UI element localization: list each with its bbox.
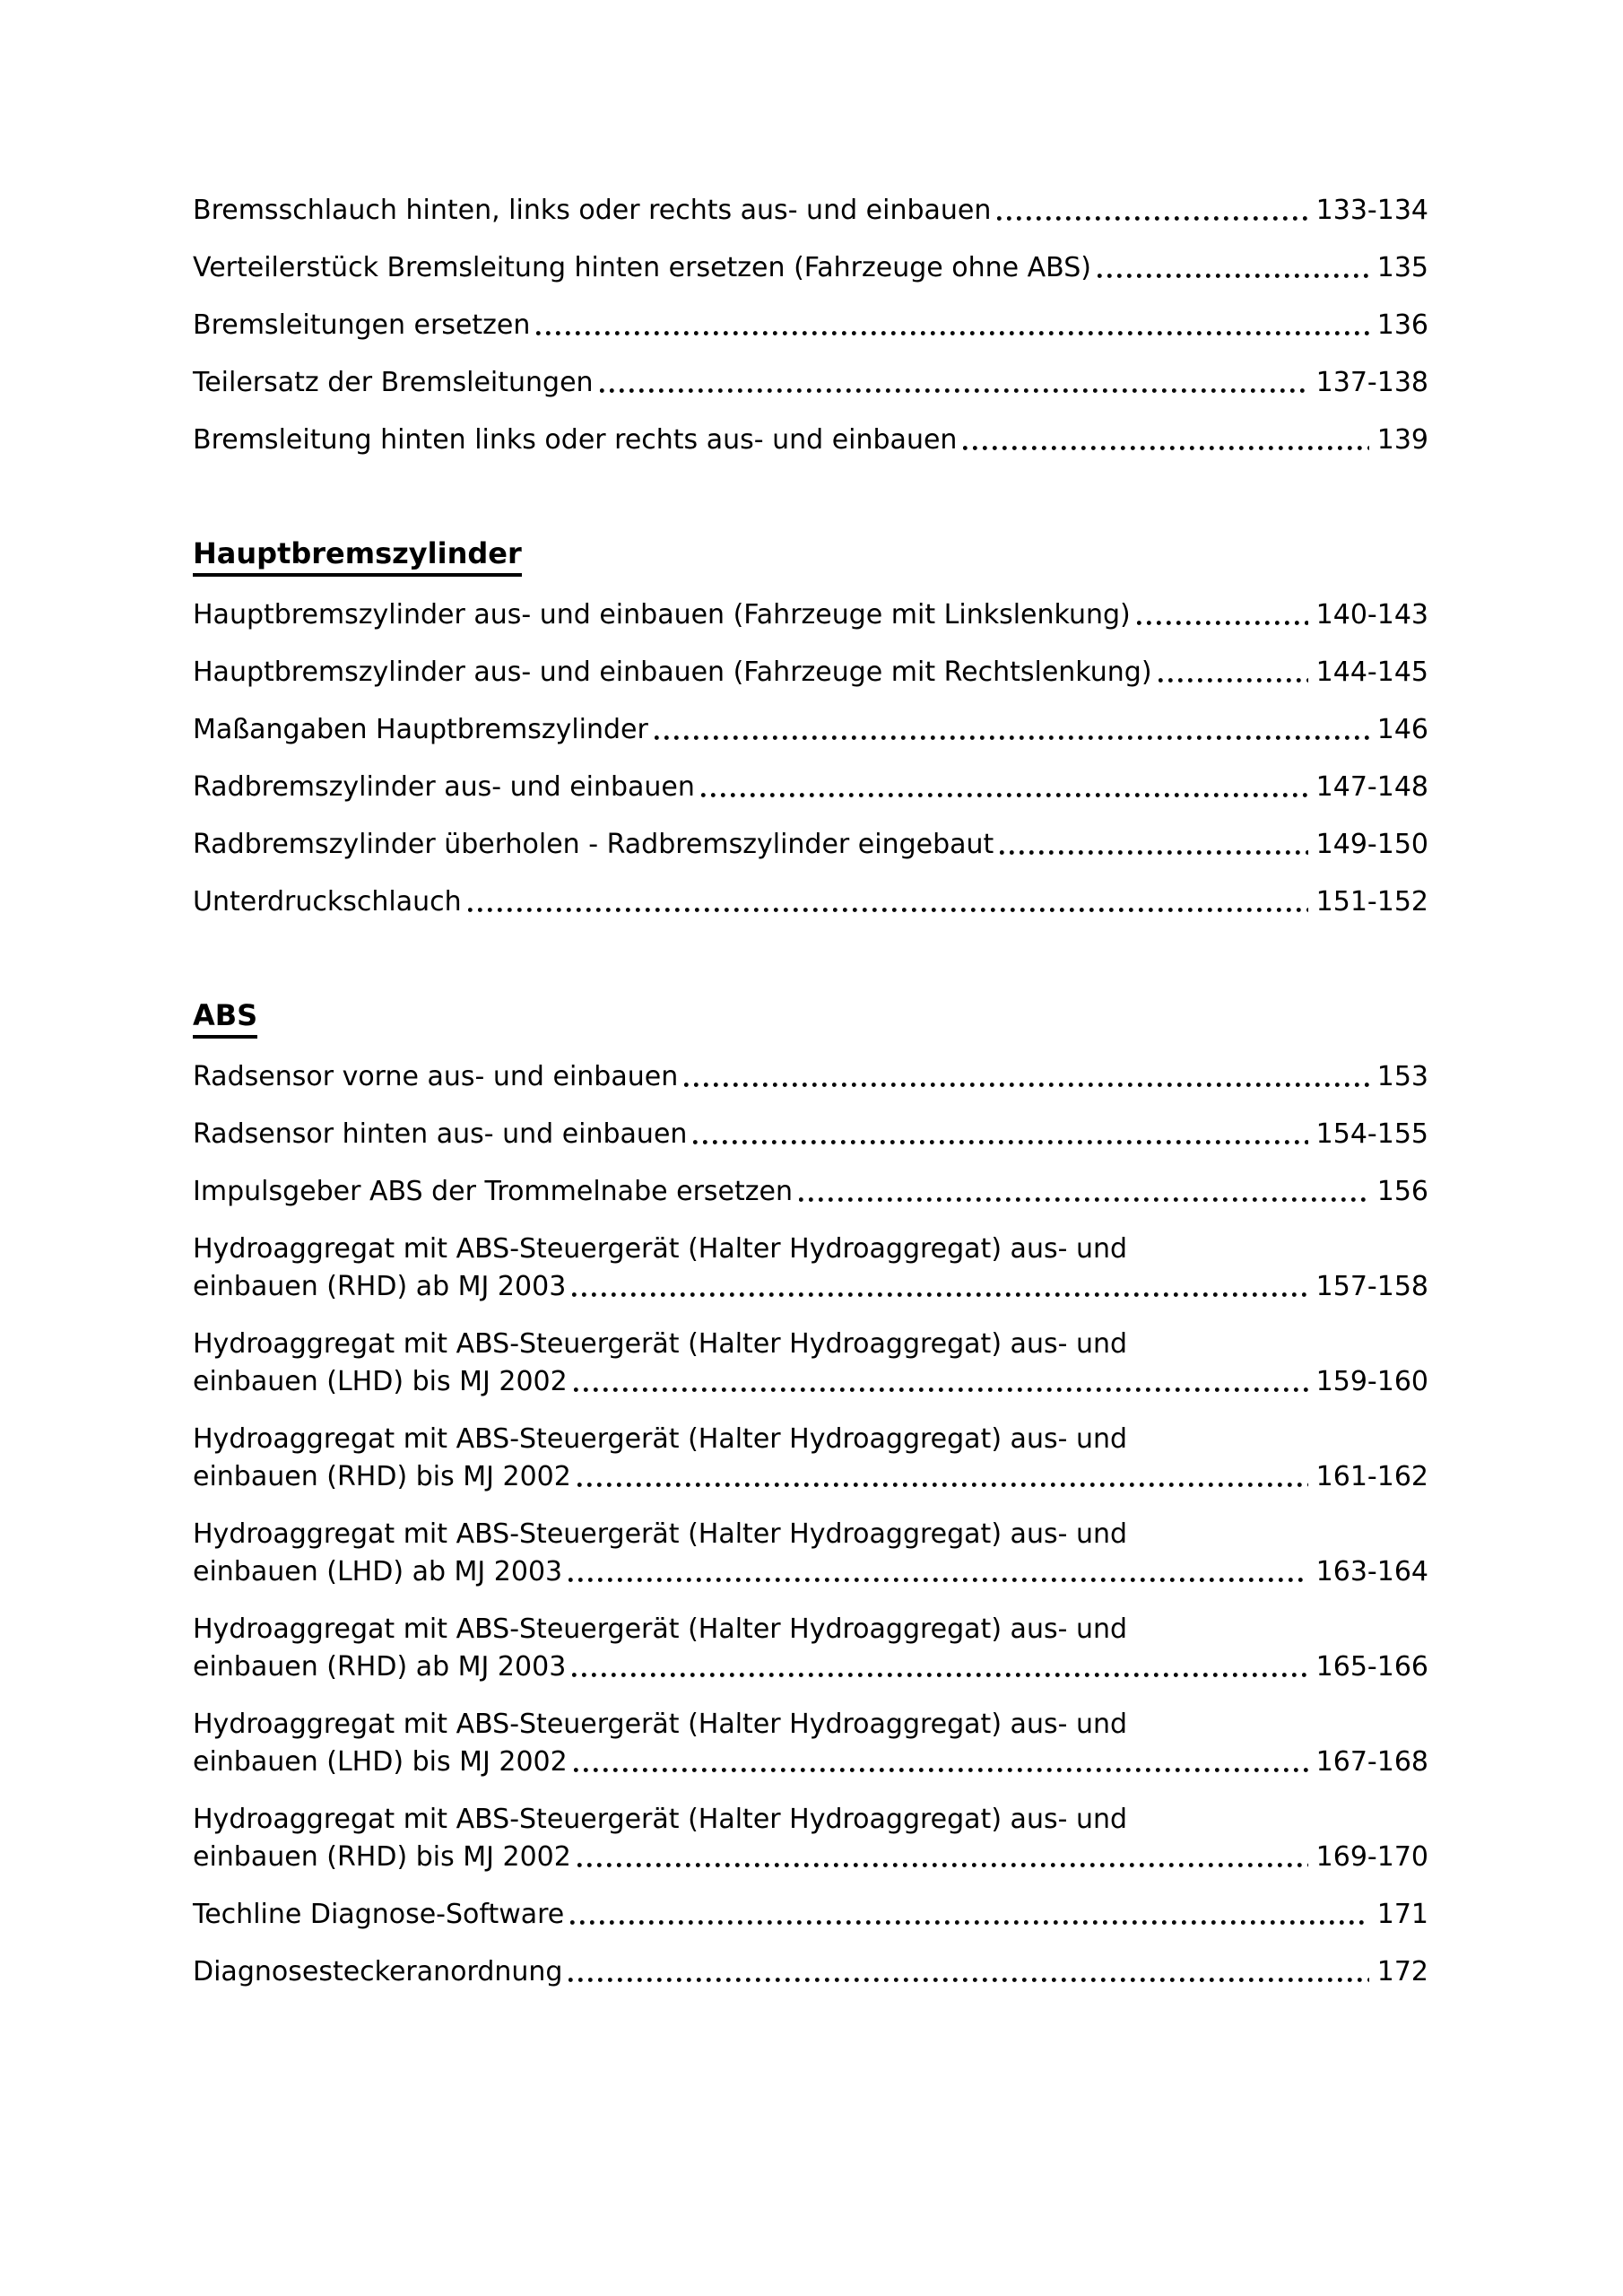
toc-entry-text: Bremsleitung hinten links oder rechts aus- und einbauen bbox=[193, 424, 958, 456]
toc-entry-pages: 161-162 bbox=[1315, 1461, 1428, 1492]
dot-leader bbox=[574, 1387, 1308, 1392]
toc-entry-text: einbauen (LHD) bis MJ 2002 bbox=[193, 1746, 568, 1778]
toc-entry-row bbox=[193, 1839, 1428, 1876]
toc-entry bbox=[193, 769, 1428, 806]
dot-leader bbox=[799, 1197, 1369, 1202]
toc-entry-text: Hydroaggregat mit ABS-Steuergerät (Halter Hydroaggregat) aus- und bbox=[193, 1804, 1128, 1835]
toc-entry-row bbox=[193, 1268, 1428, 1306]
toc-entry bbox=[193, 1231, 1428, 1306]
toc-entry-row bbox=[193, 1896, 1428, 1934]
toc-entry-row bbox=[193, 249, 1428, 287]
toc-entry-text: Hydroaggregat mit ABS-Steuergerät (Halter Hydroaggregat) aus- und bbox=[193, 1423, 1128, 1455]
toc-entry-pages: 156 bbox=[1376, 1176, 1428, 1207]
toc-entry-text: einbauen (RHD) ab MJ 2003 bbox=[193, 1651, 567, 1683]
toc-entry-row bbox=[193, 711, 1428, 749]
toc-entry bbox=[193, 883, 1428, 921]
toc bbox=[193, 192, 1428, 2011]
toc-entry-row bbox=[193, 1553, 1428, 1591]
dot-leader bbox=[577, 1483, 1308, 1487]
dot-leader bbox=[701, 793, 1308, 797]
toc-entry-pages: 144-145 bbox=[1315, 657, 1428, 688]
toc-entry-pages: 133-134 bbox=[1315, 195, 1428, 226]
toc-entry-row bbox=[193, 826, 1428, 864]
toc-entry-pages: 137-138 bbox=[1315, 367, 1428, 398]
toc-entry bbox=[193, 1706, 1428, 1781]
toc-entry-row bbox=[193, 1458, 1428, 1496]
toc-entry bbox=[193, 1516, 1428, 1591]
toc-entry-pages: 171 bbox=[1376, 1899, 1428, 1930]
toc-entry-row bbox=[193, 1648, 1428, 1686]
toc-entry-pages: 139 bbox=[1376, 424, 1428, 456]
toc-entry bbox=[193, 1421, 1428, 1496]
dot-leader bbox=[600, 388, 1308, 393]
toc-entry bbox=[193, 596, 1428, 634]
toc-entry-row bbox=[193, 1173, 1428, 1211]
toc-entry-row bbox=[193, 654, 1428, 691]
toc-entry-text: Teilersatz der Bremsleitungen bbox=[193, 367, 594, 398]
toc-entry-text: Bremsleitungen ersetzen bbox=[193, 309, 531, 341]
dot-leader bbox=[693, 1140, 1307, 1144]
dot-leader bbox=[577, 1863, 1308, 1867]
toc-entry-pages: 157-158 bbox=[1315, 1271, 1428, 1302]
dot-leader bbox=[1098, 274, 1369, 278]
toc-entry-pages: 163-164 bbox=[1315, 1556, 1428, 1587]
toc-entry-pages: 147-148 bbox=[1315, 771, 1428, 803]
toc-entry-text: Hydroaggregat mit ABS-Steuergerät (Halter Hydroaggregat) aus- und bbox=[193, 1518, 1128, 1550]
toc-entry bbox=[193, 826, 1428, 864]
toc-entry-row bbox=[193, 364, 1428, 402]
toc-entry bbox=[193, 1326, 1428, 1401]
toc-entry-row bbox=[193, 1058, 1428, 1096]
toc-entry-pages: 167-168 bbox=[1315, 1746, 1428, 1778]
toc-entry-text: einbauen (RHD) bis MJ 2002 bbox=[193, 1461, 571, 1492]
toc-entry-row bbox=[193, 307, 1428, 344]
toc-entry-text: Impulsgeber ABS der Trommelnabe ersetzen bbox=[193, 1176, 793, 1207]
dot-leader bbox=[574, 1768, 1308, 1772]
toc-entry bbox=[193, 1611, 1428, 1686]
toc-entry-pages: 154-155 bbox=[1315, 1118, 1428, 1150]
toc-entry-text: einbauen (LHD) bis MJ 2002 bbox=[193, 1366, 568, 1397]
section-heading bbox=[193, 535, 1428, 577]
dot-leader bbox=[1159, 678, 1308, 683]
toc-entry-text: Hydroaggregat mit ABS-Steuergerät (Halter Hydroaggregat) aus- und bbox=[193, 1328, 1128, 1360]
dot-leader bbox=[1137, 621, 1308, 625]
toc-entry-text: Hauptbremszylinder aus- und einbauen (Fahrzeuge mit Linkslenkung) bbox=[193, 599, 1131, 631]
toc-entry-pages: 146 bbox=[1376, 714, 1428, 745]
toc-entry bbox=[193, 364, 1428, 402]
toc-entry-pages: 135 bbox=[1376, 252, 1428, 283]
toc-entry-text: Verteilerstück Bremsleitung hinten ersetzen (Fahrzeuge ohne ABS) bbox=[193, 252, 1091, 283]
toc-entry bbox=[193, 1801, 1428, 1876]
toc-section bbox=[193, 996, 1428, 1991]
dot-leader bbox=[997, 216, 1307, 221]
toc-entry-text: Hydroaggregat mit ABS-Steuergerät (Halter Hydroaggregat) aus- und bbox=[193, 1233, 1128, 1265]
toc-entry-text: Techline Diagnose-Software bbox=[193, 1899, 565, 1930]
toc-entry bbox=[193, 654, 1428, 691]
toc-entry-row bbox=[193, 596, 1428, 634]
toc-entry bbox=[193, 1896, 1428, 1934]
toc-entry bbox=[193, 249, 1428, 287]
toc-entry-row bbox=[193, 422, 1428, 459]
toc-entry-pages: 136 bbox=[1376, 309, 1428, 341]
toc-section bbox=[193, 535, 1428, 921]
dot-leader bbox=[572, 1673, 1307, 1677]
toc-entry-text: einbauen (RHD) ab MJ 2003 bbox=[193, 1271, 567, 1302]
dot-leader bbox=[468, 908, 1308, 912]
dot-leader bbox=[655, 735, 1369, 740]
toc-entry-text: Maßangaben Hauptbremszylinder bbox=[193, 714, 648, 745]
toc-entry-text: Hydroaggregat mit ABS-Steuergerät (Halter Hydroaggregat) aus- und bbox=[193, 1709, 1128, 1740]
dot-leader bbox=[1000, 850, 1307, 855]
toc-section bbox=[193, 192, 1428, 459]
toc-entry bbox=[193, 422, 1428, 459]
toc-entry-text: Radbremszylinder aus- und einbauen bbox=[193, 771, 695, 803]
toc-entry bbox=[193, 1116, 1428, 1153]
section-heading bbox=[193, 996, 1428, 1039]
toc-entry-pages: 169-170 bbox=[1315, 1841, 1428, 1873]
toc-entry-row bbox=[193, 192, 1428, 230]
section-heading-text: Hauptbremszylinder bbox=[193, 535, 522, 577]
toc-entry-row bbox=[193, 883, 1428, 921]
toc-entry bbox=[193, 1058, 1428, 1096]
dot-leader bbox=[536, 331, 1368, 335]
toc-entry-text: einbauen (RHD) bis MJ 2002 bbox=[193, 1841, 571, 1873]
toc-entry-text: Diagnosesteckeranordnung bbox=[193, 1956, 563, 1987]
toc-entry-pages: 159-160 bbox=[1315, 1366, 1428, 1397]
toc-entry-text: Radbremszylinder überholen - Radbremszylinder eingebaut bbox=[193, 829, 994, 860]
toc-entry bbox=[193, 1953, 1428, 1991]
toc-entry-text: Radsensor vorne aus- und einbauen bbox=[193, 1061, 679, 1092]
toc-entry-row bbox=[193, 1744, 1428, 1781]
dot-leader bbox=[568, 1978, 1368, 1982]
toc-entry-text: Hydroaggregat mit ABS-Steuergerät (Halter Hydroaggregat) aus- und bbox=[193, 1613, 1128, 1645]
toc-entry-row bbox=[193, 1953, 1428, 1991]
toc-entry-pages: 153 bbox=[1376, 1061, 1428, 1092]
toc-entry bbox=[193, 192, 1428, 230]
toc-entry-text: Hauptbremszylinder aus- und einbauen (Fahrzeuge mit Rechtslenkung) bbox=[193, 657, 1152, 688]
toc-entry-row bbox=[193, 769, 1428, 806]
toc-entry-text: Radsensor hinten aus- und einbauen bbox=[193, 1118, 688, 1150]
toc-entry-pages: 165-166 bbox=[1315, 1651, 1428, 1683]
toc-entry-text: einbauen (LHD) ab MJ 2003 bbox=[193, 1556, 563, 1587]
toc-entry-text: Bremsschlauch hinten, links oder rechts aus- und einbauen bbox=[193, 195, 992, 226]
dot-leader bbox=[572, 1292, 1307, 1297]
toc-entry-pages: 151-152 bbox=[1315, 886, 1428, 918]
toc-entry bbox=[193, 1173, 1428, 1211]
toc-entry-pages: 172 bbox=[1376, 1956, 1428, 1987]
toc-entry-row bbox=[193, 1116, 1428, 1153]
toc-entry-text: Unterdruckschlauch bbox=[193, 886, 462, 918]
toc-entry bbox=[193, 307, 1428, 344]
section-heading-text: ABS bbox=[193, 996, 257, 1039]
toc-entry bbox=[193, 711, 1428, 749]
dot-leader bbox=[568, 1578, 1307, 1582]
dot-leader bbox=[570, 1920, 1368, 1925]
toc-entry-pages: 149-150 bbox=[1315, 829, 1428, 860]
dot-leader bbox=[684, 1083, 1369, 1087]
toc-entry-row bbox=[193, 1363, 1428, 1401]
dot-leader bbox=[963, 446, 1368, 450]
toc-entry-pages: 140-143 bbox=[1315, 599, 1428, 631]
